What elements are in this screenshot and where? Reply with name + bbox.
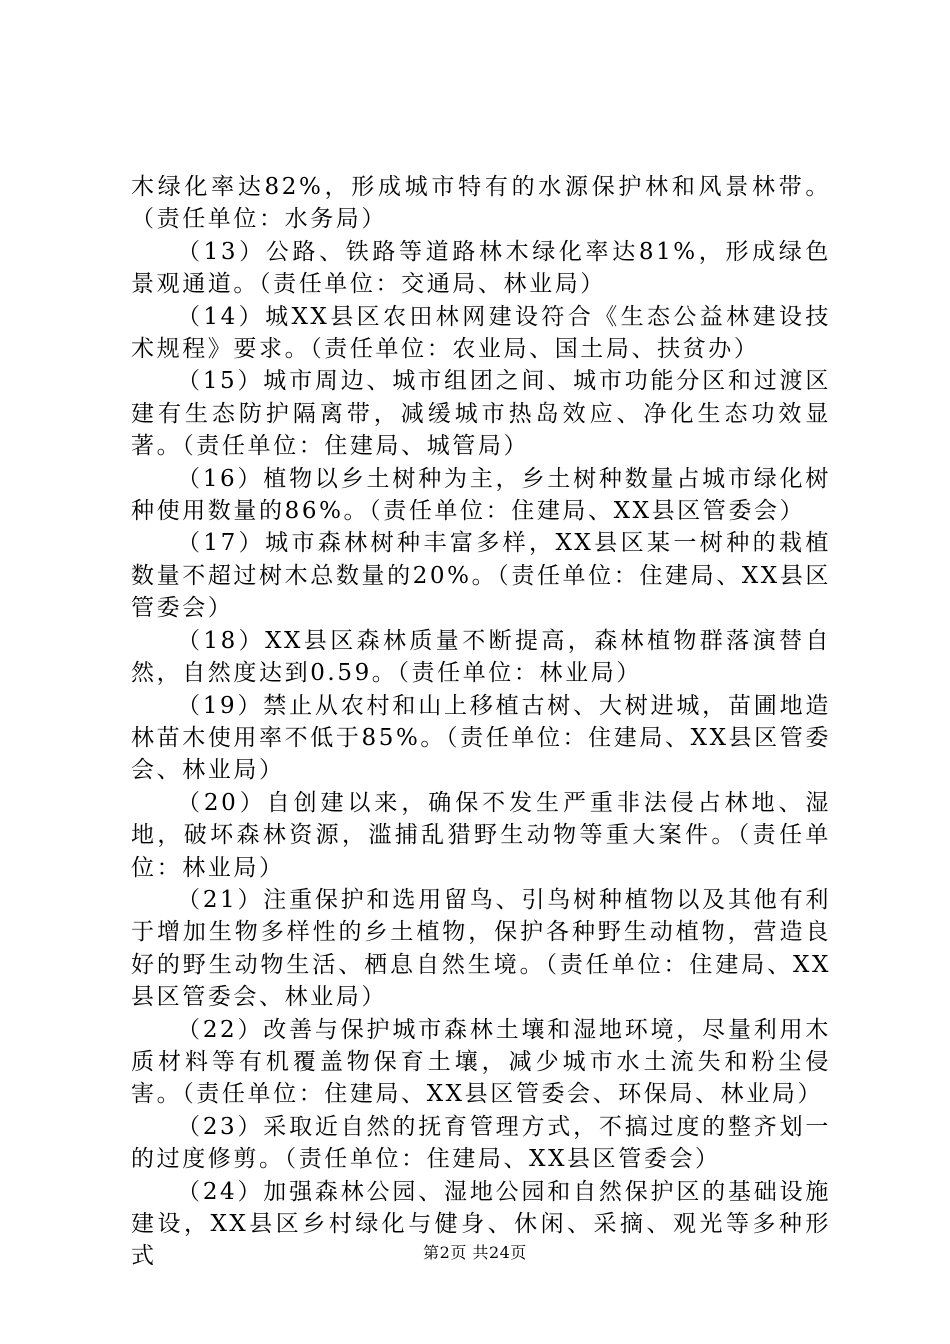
paragraph-item-23: （23）采取近自然的抚育管理方式，不搞过度的整齐划一的过度修剪。（责任单位：住建局、XX县区管委会） (131, 1113, 831, 1173)
paragraph-item-14: （14）城XX县区农田林网建设符合《生态公益林建设技术规程》要求。（责任单位：农业局、国土局、扶贫办） (131, 303, 831, 363)
document-body (131, 171, 831, 1273)
paragraph-item-17: （17）城市森林树种丰富多样，XX县区某一树种的栽植数量不超过树木总数量的20%。（责任单位：住建局、XX县区管委会） (131, 530, 831, 622)
paragraph-item-15: （15）城市周边、城市组团之间、城市功能分区和过渡区建有生态防护隔离带，减缓城市热岛效应、净化生态功效显著。（责任单位：住建局、城管局） (131, 368, 831, 460)
paragraph-item-13: （13）公路、铁路等道路林木绿化率达81%，形成绿色景观通道。（责任单位：交通局、林业局） (131, 238, 831, 298)
paragraph-item-18: （18）XX县区森林质量不断提高，森林植物群落演替自然，自然度达到0.59。（责任单位：林业局） (131, 627, 831, 687)
paragraph-item-22: （22）改善与保护城市森林土壤和湿地环境，尽量利用木质材料等有机覆盖物保育土壤，减少城市水土流失和粉尘侵害。（责任单位：住建局、XX县区管委会、环保局、林业局） (131, 1016, 831, 1108)
paragraph-item-16: （16）植物以乡土树种为主，乡土树种数量占城市绿化树种使用数量的86%。（责任单位：住建局、XX县区管委会） (131, 465, 831, 525)
page-number-footer: 第2页 共24页 (423, 1243, 527, 1262)
paragraph-item-20: （20）自创建以来，确保不发生严重非法侵占林地、湿地，破坏森林资源，滥捕乱猎野生动物等重大案件。（责任单位：林业局） (131, 789, 831, 881)
paragraph-item-24: （24）加强森林公园、湿地公园和自然保护区的基础设施建设，XX县区乡村绿化与健身、休闲、采摘、观光等多种形式 (131, 1178, 831, 1270)
paragraph-item-19: （19）禁止从农村和山上移植古树、大树进城，苗圃地造林苗木使用率不低于85%。（责任单位：住建局、XX县区管委会、林业局） (131, 692, 831, 784)
paragraph-continued: 木绿化率达82%，形成城市特有的水源保护林和风景林带。（责任单位：水务局） (131, 174, 831, 233)
paragraph-item-21: （21）注重保护和选用留鸟、引鸟树种植物以及其他有利于增加生物多样性的乡土植物，保护各种野生动植物，营造良好的野生动物生活、栖息自然生境。（责任单位：住建局、XX县区管委会、林业局） (131, 886, 831, 1011)
